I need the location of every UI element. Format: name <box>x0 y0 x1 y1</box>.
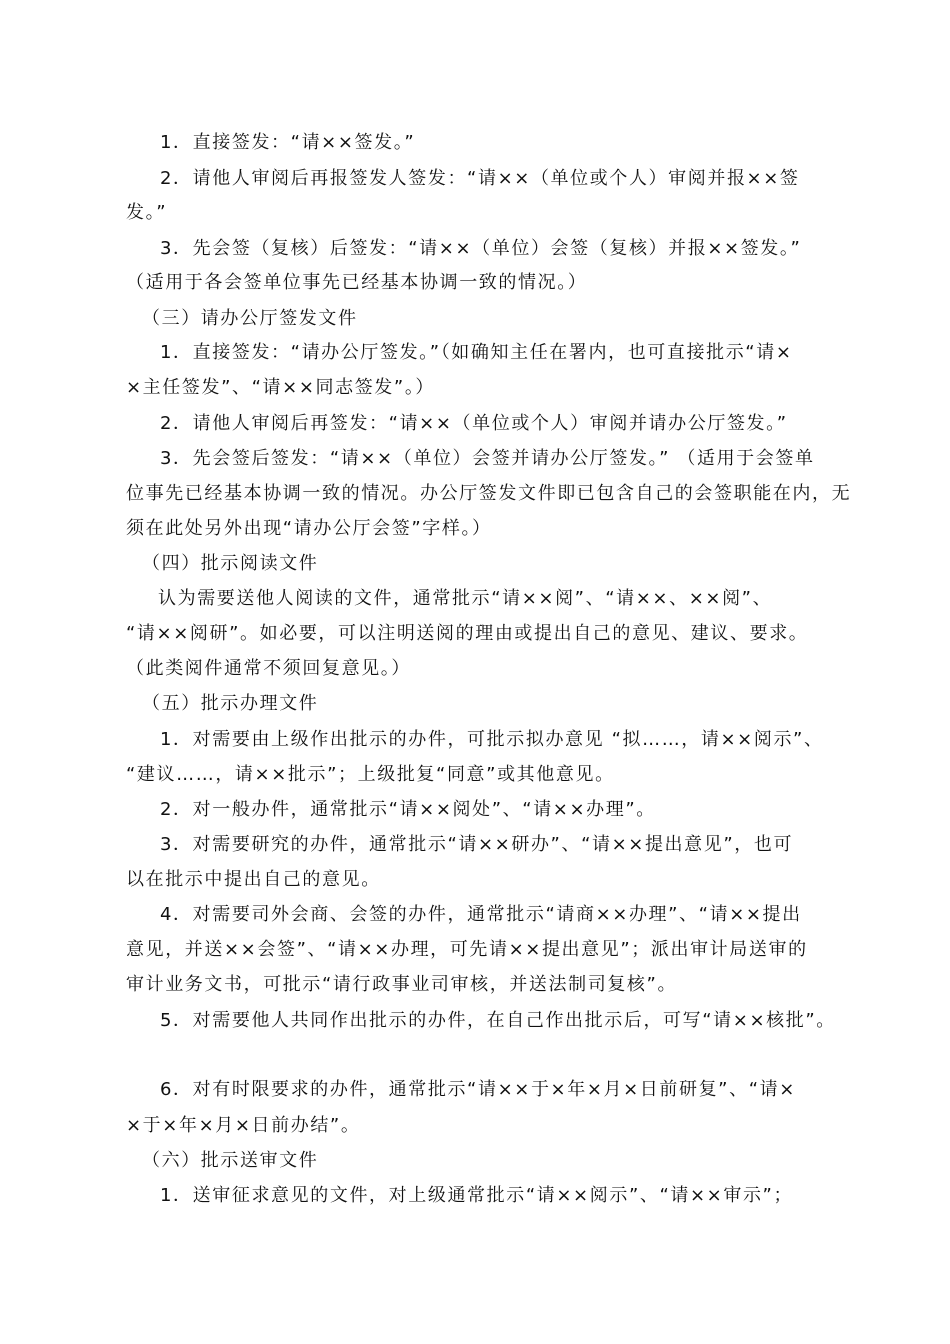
doc-line: 5．对需要他人共同作出批示的办件，在自己作出批示后，可写“请××核批”。 <box>160 1010 836 1031</box>
doc-line: ×于×年×月×日前办结”。 <box>126 1115 361 1136</box>
section-heading: （三）请办公厅签发文件 <box>142 308 358 329</box>
doc-line: 4．对需要司外会商、会签的办件，通常批示“请商××办理”、“请××提出 <box>160 904 802 925</box>
section-heading: （四）批示阅读文件 <box>142 553 319 574</box>
doc-line: “建议……，请××批示”；上级批复“同意”或其他意见。 <box>126 764 615 785</box>
doc-line: （此类阅件通常不须回复意见。） <box>126 658 411 679</box>
doc-line: 发。” <box>126 202 168 223</box>
doc-line: “请××阅研”。如必要，可以注明送阅的理由或提出自己的意见、建议、要求。 <box>126 623 809 644</box>
section-heading: （六）批示送审文件 <box>142 1150 319 1171</box>
doc-line: 1．直接签发：“请××签发。” <box>160 132 416 153</box>
doc-line: 3．对需要研究的办件，通常批示“请××研办”、“请××提出意见”，也可 <box>160 834 794 855</box>
doc-line: 6．对有时限要求的办件，通常批示“请××于×年×月×日前研复”、“请× <box>160 1079 796 1100</box>
doc-line: 3．先会签（复核）后签发：“请××（单位）会签（复核）并报××签发。” <box>160 238 802 259</box>
doc-line: 2．请他人审阅后再签发：“请××（单位或个人）审阅并请办公厅签发。” <box>160 413 788 434</box>
doc-line: 1．直接签发：“请办公厅签发。”（如确知主任在署内，也可直接批示“请× <box>160 342 793 363</box>
doc-line: 审计业务文书，可批示“请行政事业司审核，并送法制司复核”。 <box>126 974 678 995</box>
doc-line: 3．先会签后签发：“请××（单位）会签并请办公厅签发。” （适用于会签单 <box>160 448 815 469</box>
doc-line: 须在此处另外出现“请办公厅会签”字样。） <box>126 518 492 539</box>
doc-line: 2．请他人审阅后再报签发人签发：“请××（单位或个人）审阅并报××签 <box>160 168 800 189</box>
section-heading: （五）批示办理文件 <box>142 693 319 714</box>
doc-line: 以在批示中提出自己的意见。 <box>126 869 381 890</box>
doc-line: 认为需要送他人阅读的文件，通常批示“请××阅”、“请××、××阅”、 <box>158 588 773 609</box>
doc-line: 1．送审征求意见的文件，对上级通常批示“请××阅示”、“请××审示”； <box>160 1185 794 1206</box>
doc-line: 1．对需要由上级作出批示的办件，可批示拟办意见 “拟……，请××阅示”、 <box>160 729 824 750</box>
doc-line: （适用于各会签单位事先已经基本协调一致的情况。） <box>126 272 588 293</box>
doc-line: 位事先已经基本协调一致的情况。办公厅签发文件即已包含自己的会签职能在内，无 <box>126 483 852 504</box>
doc-line: 意见，并送××会签”、“请××办理，可先请××提出意见”；派出审计局送审的 <box>126 939 808 960</box>
doc-line: ×主任签发”、“请××同志签发”。） <box>126 377 436 398</box>
doc-line: 2．对一般办件，通常批示“请××阅处”、“请××办理”。 <box>160 799 656 820</box>
